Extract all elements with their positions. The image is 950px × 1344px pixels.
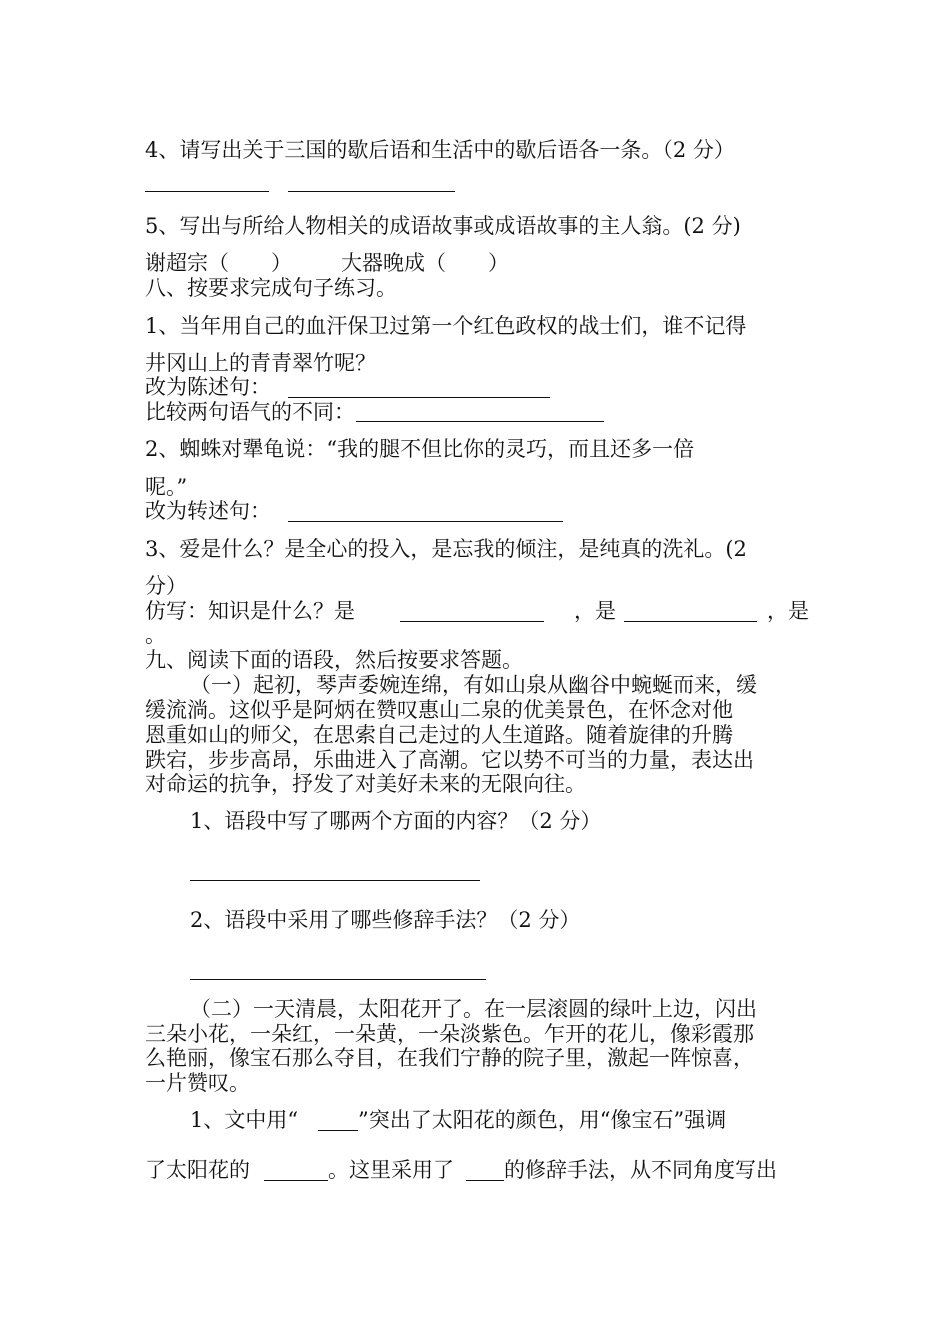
- passage-2-q1-part-5: 的修辞手法，从不同角度写出: [504, 1158, 777, 1182]
- passage-1-line-2: 缓流淌。这似乎是阿炳在赞叹惠山二泉的优美景色，在怀念对他: [145, 698, 733, 722]
- answer-line[interactable]: [624, 621, 757, 622]
- q5-item-1: 谢超宗（ ）: [145, 251, 292, 275]
- s8-q1-line-2: 井冈山上的青青翠竹呢？: [145, 351, 376, 375]
- passage-2-line-4: 一片赞叹。: [145, 1071, 250, 1095]
- passage-1-question-2: 2、语段中采用了哪些修辞手法？（2 分）: [190, 908, 581, 932]
- answer-line[interactable]: [356, 421, 604, 422]
- s8-q3-period: 。: [145, 623, 166, 647]
- answer-line[interactable]: [318, 1130, 358, 1131]
- s8-q1-line-1: 1、当年用自己的血汗保卫过第一个红色政权的战士们，谁不记得: [145, 314, 747, 338]
- passage-2-q1-part-1: 1、文中用“: [190, 1108, 299, 1132]
- passage-1-line-1: （一）起初，琴声委婉连绵，有如山泉从幽谷中蜿蜒而来，缓: [190, 673, 757, 697]
- passage-2-q1-part-3: 了太阳花的: [145, 1158, 250, 1182]
- answer-line[interactable]: [288, 521, 563, 522]
- q5-item-2: 大器晚成（ ）: [341, 251, 509, 275]
- answer-line[interactable]: [288, 191, 455, 192]
- passage-2-line-1: （二）一天清晨，太阳花开了。在一层滚圆的绿叶上边，闪出: [190, 997, 757, 1021]
- answer-line[interactable]: [190, 979, 486, 980]
- passage-2-line-2: 三朵小花，一朵红，一朵黄，一朵淡紫色。乍开的花儿，像彩霞那: [145, 1022, 754, 1046]
- answer-line[interactable]: [466, 1180, 504, 1181]
- s8-q1-line-3: 改为陈述句：: [145, 375, 271, 399]
- passage-2-line-3: 么艳丽，像宝石那么夺目，在我们宁静的院子里，激起一阵惊喜，: [145, 1046, 754, 1070]
- answer-line[interactable]: [288, 397, 550, 398]
- section-9-title: 九、阅读下面的语段，然后按要求答题。: [145, 648, 523, 672]
- question-4: 4、请写出关于三国的歇后语和生活中的歇后语各一条。（2 分）: [145, 138, 735, 162]
- answer-line[interactable]: [264, 1180, 328, 1181]
- passage-1-line-4: 跌宕，步步高昂，乐曲进入了高潮。它以势不可当的力量，表达出: [145, 748, 754, 772]
- answer-line[interactable]: [190, 880, 480, 881]
- question-5: 5、写出与所给人物相关的成语故事或成语故事的主人翁。(2 分): [145, 214, 741, 238]
- section-8-title: 八、按要求完成句子练习。: [145, 276, 397, 300]
- s8-q3-imitation-start: 仿写：知识是什么？是: [145, 599, 355, 623]
- s8-q3-comma-1: ，是: [574, 599, 616, 623]
- answer-line[interactable]: [400, 621, 544, 622]
- s8-q2-line-1: 2、蜘蛛对犟龟说：“我的腿不但比你的灵巧，而且还多一倍: [145, 437, 695, 461]
- passage-1-line-5: 对命运的抗争，抒发了对美好未来的无限向往。: [145, 772, 586, 796]
- s8-q2-line-3: 改为转述句：: [145, 499, 271, 523]
- s8-q3-line-1: 3、爱是什么？是全心的投入，是忘我的倾注，是纯真的洗礼。(2: [145, 537, 747, 561]
- passage-1-line-3: 恩重如山的师父，在思索自己走过的人生道路。随着旋律的升腾: [145, 723, 733, 747]
- s8-q3-comma-2: ，是: [767, 599, 809, 623]
- passage-1-question-1: 1、语段中写了哪两个方面的内容？（2 分）: [190, 809, 602, 833]
- s8-q3-line-2: 分）: [145, 574, 187, 598]
- passage-2-q1-part-2: ”突出了太阳花的颜色，用“像宝石”强调: [358, 1108, 727, 1132]
- s8-q2-line-2: 呢。”: [145, 475, 188, 499]
- passage-2-q1-part-4: 。这里采用了: [328, 1158, 454, 1182]
- s8-q1-line-4: 比较两句语气的不同：: [145, 400, 355, 424]
- answer-line[interactable]: [145, 191, 269, 192]
